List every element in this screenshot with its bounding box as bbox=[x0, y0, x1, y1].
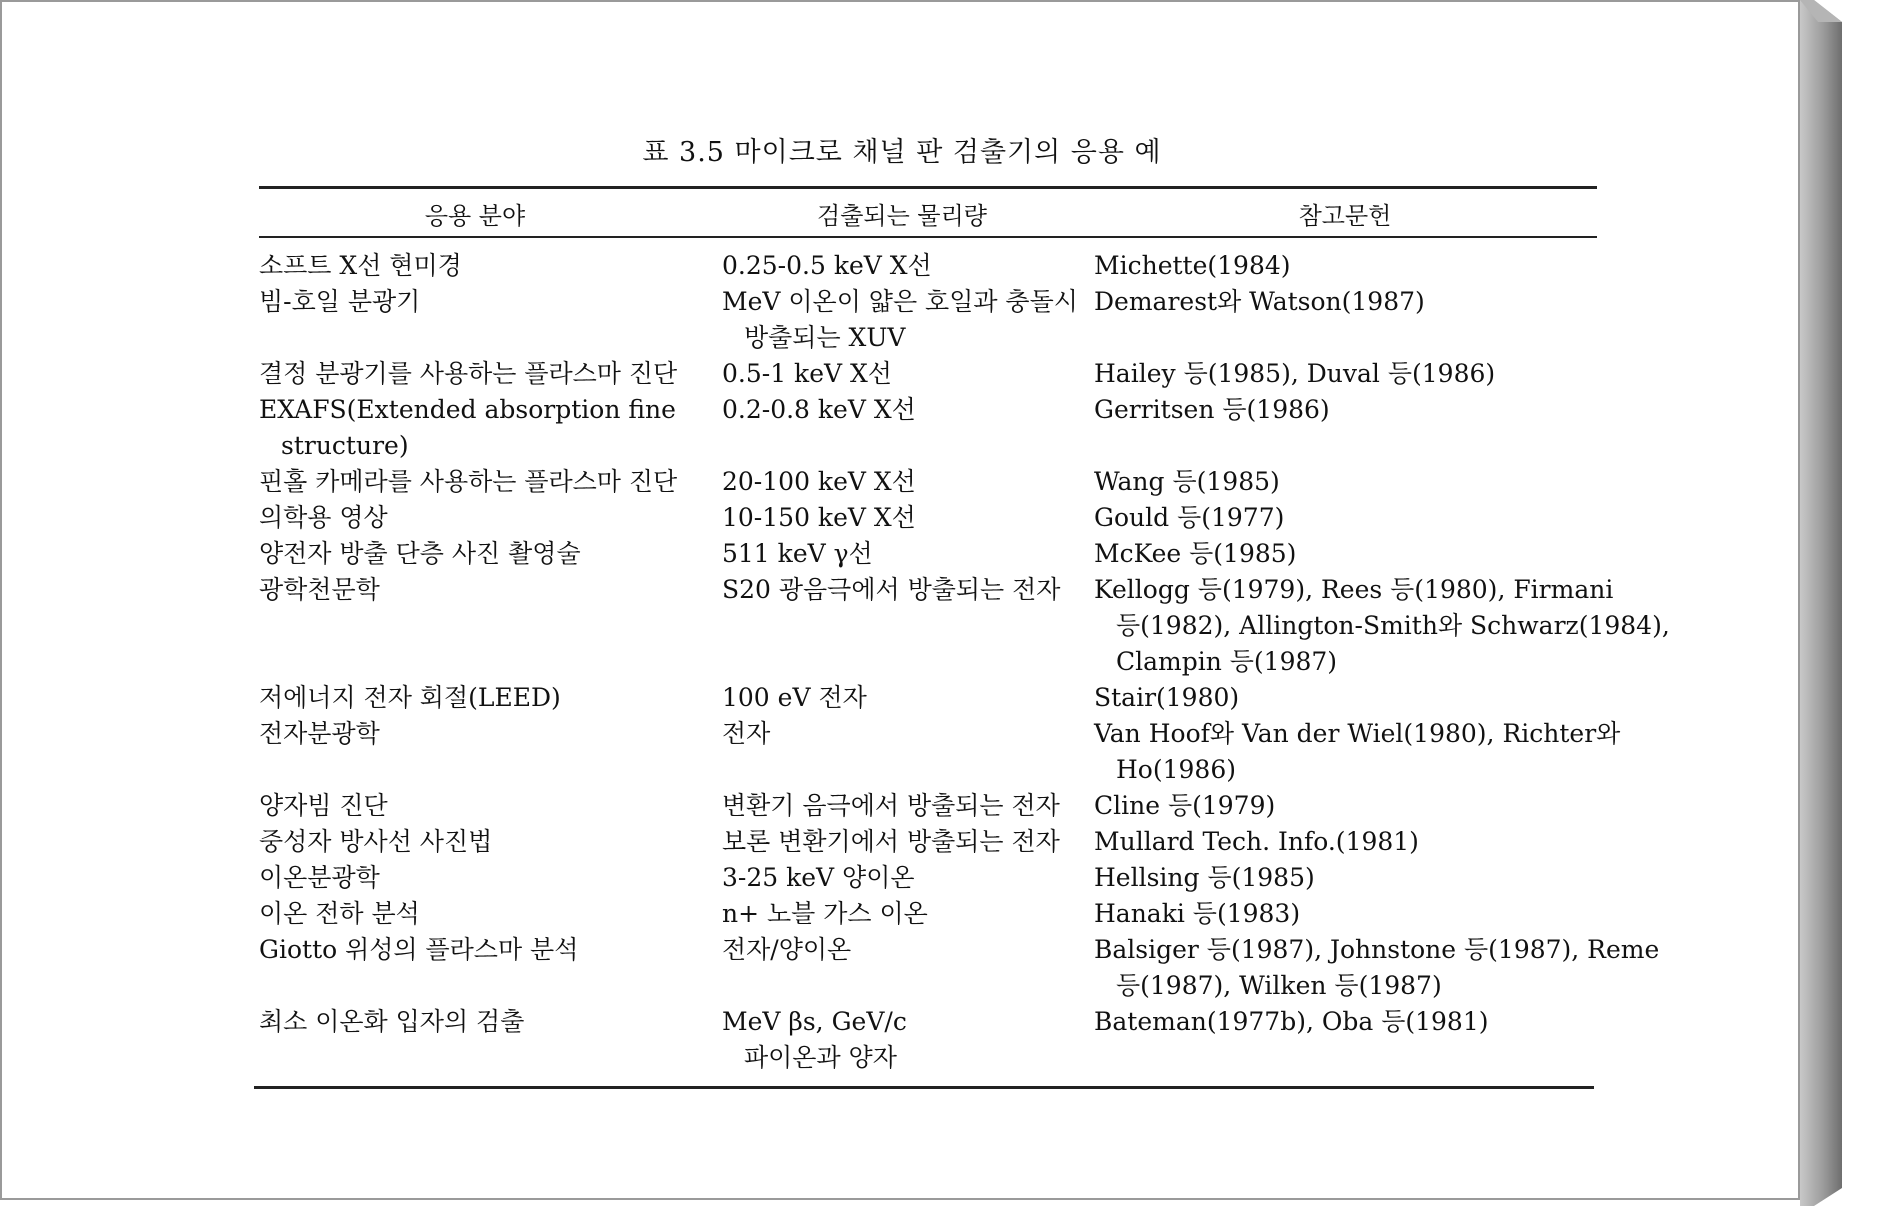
cell-line: Stair(1980) bbox=[1094, 683, 1240, 712]
cell-line: 빔-호일 분광기 bbox=[259, 287, 421, 316]
cell-line: 중성자 방사선 사진법 bbox=[259, 827, 493, 856]
cell-detected-quantity bbox=[722, 572, 1082, 608]
cell-line: McKee 등(1985) bbox=[1094, 539, 1297, 568]
cell-line: 최소 이온화 입자의 검출 bbox=[259, 1007, 525, 1036]
cell-line: Hanaki 등(1983) bbox=[1094, 899, 1301, 928]
cell-detected-quantity bbox=[722, 500, 1082, 536]
cell-detected-quantity bbox=[722, 896, 1082, 932]
cell-reference bbox=[1094, 716, 1621, 788]
cell-detected-quantity bbox=[722, 464, 1082, 500]
cell-line: Cline 등(1979) bbox=[1094, 791, 1276, 820]
cell-detected-quantity bbox=[722, 680, 1082, 716]
cell-line: 핀홀 카메라를 사용하는 플라스마 진단 bbox=[259, 467, 678, 496]
cell-line: Mullard Tech. Info.(1981) bbox=[1094, 827, 1419, 856]
cell-line: S20 광음극에서 방출되는 전자 bbox=[722, 575, 1061, 604]
cell-reference bbox=[1094, 392, 1596, 428]
cell-application-field bbox=[259, 788, 691, 824]
page-curl bbox=[1800, 0, 1844, 1206]
cell-reference bbox=[1094, 788, 1596, 824]
cell-detected-quantity bbox=[722, 356, 1082, 392]
cell-line: Wang 등(1985) bbox=[1094, 467, 1280, 496]
bottom-rule bbox=[254, 1086, 1594, 1089]
cell-line: Giotto 위성의 플라스마 분석 bbox=[259, 935, 579, 964]
cell-detected-quantity bbox=[722, 860, 1082, 896]
cell-line: 등(1982), Allington-Smith와 Schwarz(1984), bbox=[1116, 611, 1670, 640]
header-application-field: 응용 분야 bbox=[424, 202, 526, 230]
cell-application-field bbox=[259, 392, 691, 464]
cell-application-field bbox=[259, 356, 691, 392]
header-detected-quantity: 검출되는 물리량 bbox=[817, 202, 987, 230]
cell-line: Gerritsen 등(1986) bbox=[1094, 395, 1330, 424]
cell-line: 0.5-1 keV X선 bbox=[722, 359, 892, 388]
cell-line: Michette(1984) bbox=[1094, 251, 1291, 280]
cell-detected-quantity bbox=[722, 716, 1082, 752]
cell-line: 이온 전하 분석 bbox=[259, 899, 420, 928]
cell-reference bbox=[1094, 572, 1670, 680]
cell-line: EXAFS(Extended absorption fine bbox=[259, 395, 676, 424]
cell-line: Ho(1986) bbox=[1116, 755, 1236, 784]
cell-application-field bbox=[259, 536, 691, 572]
cell-line: 광학천문학 bbox=[259, 575, 380, 604]
cell-line: 방출되는 XUV bbox=[744, 323, 906, 352]
cell-application-field bbox=[259, 680, 691, 716]
top-rule bbox=[259, 186, 1597, 189]
cell-reference bbox=[1094, 896, 1596, 932]
cell-line: 변환기 음극에서 방출되는 전자 bbox=[722, 791, 1060, 820]
cell-application-field bbox=[259, 284, 691, 320]
header-rule bbox=[259, 236, 1597, 238]
cell-line: Demarest와 Watson(1987) bbox=[1094, 287, 1425, 316]
cell-line: Van Hoof와 Van der Wiel(1980), Richter와 bbox=[1094, 719, 1621, 748]
cell-line: 100 eV 전자 bbox=[722, 683, 867, 712]
cell-line: Hellsing 등(1985) bbox=[1094, 863, 1315, 892]
cell-application-field bbox=[259, 248, 691, 284]
cell-detected-quantity bbox=[722, 932, 1082, 968]
cell-line: 3-25 keV 양이온 bbox=[722, 863, 915, 892]
cell-detected-quantity bbox=[722, 788, 1082, 824]
cell-application-field bbox=[259, 716, 691, 752]
cell-line: Kellogg 등(1979), Rees 등(1980), Firmani bbox=[1094, 575, 1614, 604]
cell-line: 양자빔 진단 bbox=[259, 791, 388, 820]
cell-reference bbox=[1094, 284, 1596, 320]
cell-reference bbox=[1094, 356, 1596, 392]
cell-detected-quantity bbox=[722, 392, 1082, 428]
cell-line: 이온분광학 bbox=[259, 863, 380, 892]
cell-line: structure) bbox=[281, 431, 409, 460]
cell-line: n+ 노블 가스 이온 bbox=[722, 899, 928, 928]
cell-application-field bbox=[259, 896, 691, 932]
cell-line: 0.2-0.8 keV X선 bbox=[722, 395, 916, 424]
cell-detected-quantity bbox=[722, 284, 1082, 356]
cell-application-field bbox=[259, 932, 691, 968]
cell-application-field bbox=[259, 1004, 691, 1040]
cell-detected-quantity bbox=[722, 248, 1082, 284]
cell-detected-quantity bbox=[722, 824, 1082, 860]
cell-line: 전자분광학 bbox=[259, 719, 380, 748]
cell-application-field bbox=[259, 860, 691, 896]
cell-line: 전자 bbox=[722, 719, 771, 748]
cell-line: MeV βs, GeV/c bbox=[722, 1007, 907, 1036]
cell-line: 20-100 keV X선 bbox=[722, 467, 916, 496]
cell-line: 양전자 방출 단층 사진 촬영술 bbox=[259, 539, 581, 568]
header-references: 참고문헌 bbox=[1298, 202, 1392, 230]
cell-line: 10-150 keV X선 bbox=[722, 503, 916, 532]
cell-reference bbox=[1094, 824, 1596, 860]
cell-reference bbox=[1094, 500, 1596, 536]
cell-line: 결정 분광기를 사용하는 플라스마 진단 bbox=[259, 359, 678, 388]
cell-line: 저에너지 전자 회절(LEED) bbox=[259, 683, 561, 712]
cell-reference bbox=[1094, 464, 1596, 500]
cell-reference bbox=[1094, 860, 1596, 896]
cell-line: Balsiger 등(1987), Johnstone 등(1987), Reme bbox=[1094, 935, 1660, 964]
cell-line: MeV 이온이 얇은 호일과 충돌시 bbox=[722, 287, 1078, 316]
cell-application-field bbox=[259, 824, 691, 860]
cell-reference bbox=[1094, 932, 1660, 1004]
table-caption: 표 3.5 마이크로 채널 판 검출기의 응용 예 bbox=[642, 137, 1162, 168]
cell-line: Bateman(1977b), Oba 등(1981) bbox=[1094, 1007, 1489, 1036]
cell-reference bbox=[1094, 680, 1596, 716]
cell-reference bbox=[1094, 536, 1596, 572]
cell-line: Clampin 등(1987) bbox=[1116, 647, 1338, 676]
cell-application-field bbox=[259, 572, 691, 608]
cell-detected-quantity bbox=[722, 1004, 1082, 1076]
cell-line: 전자/양이온 bbox=[722, 935, 852, 964]
cell-application-field bbox=[259, 500, 691, 536]
cell-line: 511 keV γ선 bbox=[722, 539, 873, 568]
cell-line: Gould 등(1977) bbox=[1094, 503, 1285, 532]
cell-application-field bbox=[259, 464, 691, 500]
cell-line: 소프트 X선 현미경 bbox=[259, 251, 462, 280]
cell-line: 보론 변환기에서 방출되는 전자 bbox=[722, 827, 1060, 856]
cell-line: 등(1987), Wilken 등(1987) bbox=[1116, 971, 1442, 1000]
cell-line: 파이온과 양자 bbox=[744, 1043, 897, 1072]
cell-reference bbox=[1094, 1004, 1596, 1040]
cell-reference bbox=[1094, 248, 1596, 284]
cell-line: Hailey 등(1985), Duval 등(1986) bbox=[1094, 359, 1496, 388]
cell-line: 0.25-0.5 keV X선 bbox=[722, 251, 932, 280]
cell-line: 의학용 영상 bbox=[259, 503, 388, 532]
cell-detected-quantity bbox=[722, 536, 1082, 572]
